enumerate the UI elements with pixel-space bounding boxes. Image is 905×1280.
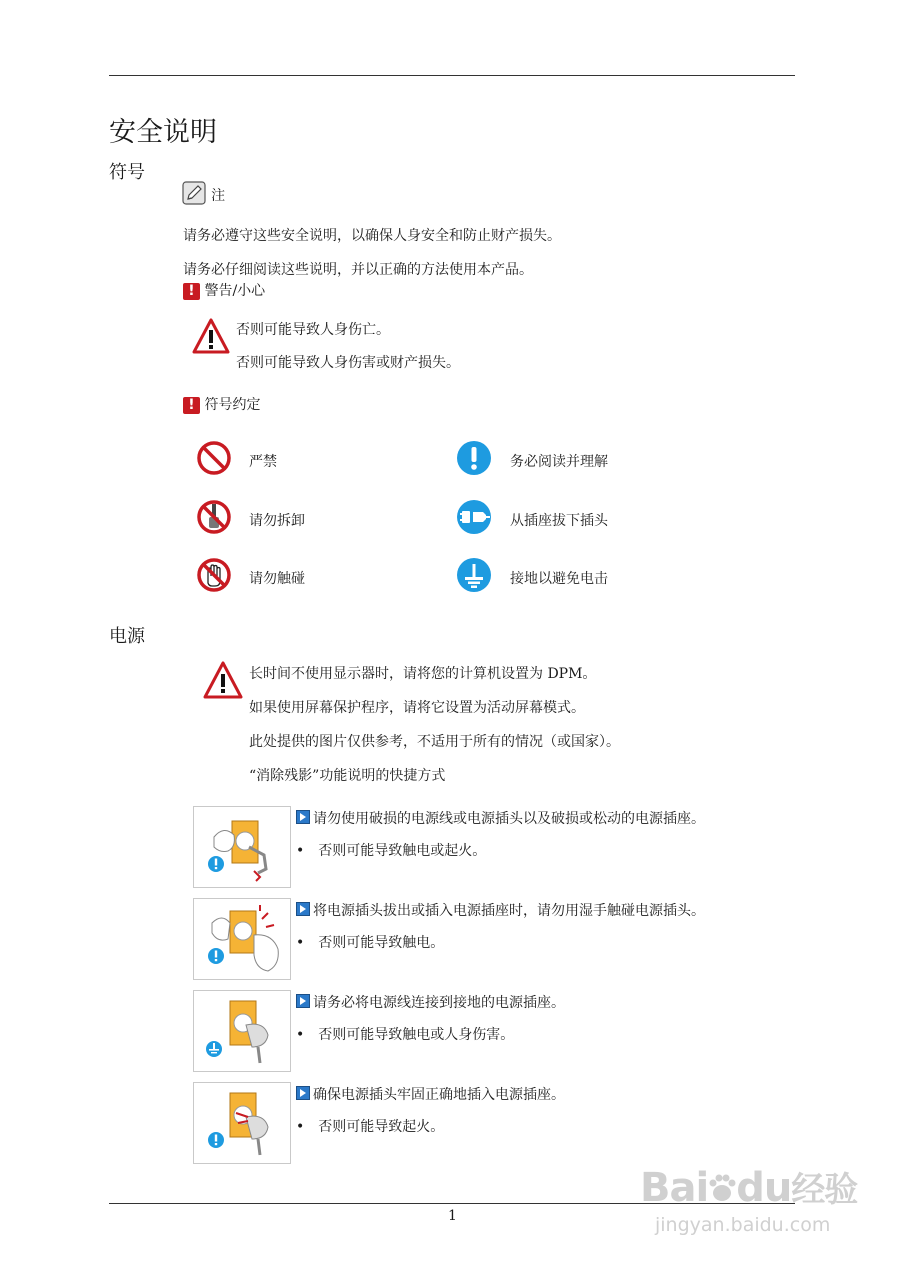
ground-icon — [456, 557, 492, 593]
note-pencil-icon — [182, 181, 206, 205]
must-read-icon — [456, 440, 492, 476]
blue-arrow-icon — [296, 810, 310, 824]
convention-label-ground: 接地以避免电击 — [510, 571, 608, 587]
convention-badge-icon: ! — [183, 397, 200, 414]
convention-label-no-disassemble: 请勿拆卸 — [249, 513, 305, 529]
do-not-touch-icon — [196, 557, 232, 593]
bullet-char: • — [296, 935, 305, 951]
power-item-4-bullet — [296, 1116, 444, 1136]
watermark-url: jingyan.baidu.com — [655, 1214, 831, 1236]
top-rule — [109, 75, 795, 76]
caution-triangle-icon — [192, 318, 230, 354]
warning-heading — [183, 280, 265, 300]
power-note-3: 此处提供的图片仅供参考，不适用于所有的情况（或国家）。 — [249, 734, 620, 750]
watermark-brand2: du — [736, 1165, 792, 1211]
illustration-damaged-cord — [193, 806, 291, 888]
watermark-logo — [640, 1162, 857, 1211]
power-item-1-title — [296, 808, 705, 828]
power-item-3-bullet — [296, 1024, 514, 1044]
power-item-2-title — [296, 900, 705, 920]
power-item-4-bullet-text: 否则可能导致起火。 — [318, 1119, 445, 1135]
power-note-1: 长时间不使用显示器时，请将您的计算机设置为 DPM。 — [249, 666, 597, 682]
blue-arrow-icon — [296, 902, 310, 916]
warning-badge-icon: ! — [183, 283, 200, 300]
convention-label-prohibited: 严禁 — [249, 454, 277, 470]
blue-arrow-icon — [296, 1086, 310, 1100]
bullet-char: • — [296, 843, 305, 859]
watermark-cn: 经验 — [791, 1170, 858, 1210]
power-note-4: “消除残影”功能说明的快捷方式 — [249, 768, 446, 784]
bullet-char: • — [296, 1119, 305, 1135]
illustration-grounded-outlet — [193, 990, 291, 1072]
convention-label: 符号约定 — [204, 397, 261, 413]
power-item-2-bullet — [296, 932, 444, 952]
power-item-4-title-text: 确保电源插头牢固正确地插入电源插座。 — [313, 1087, 565, 1103]
unplug-icon — [456, 499, 492, 535]
convention-label-must-read: 务必阅读并理解 — [510, 454, 608, 470]
prohibited-icon — [196, 440, 232, 476]
paw-icon — [708, 1173, 736, 1203]
power-item-1-bullet — [296, 840, 486, 860]
power-caution-triangle-icon — [203, 661, 243, 699]
do-not-disassemble-icon — [196, 499, 232, 535]
note-line-1: 请务必遵守这些安全说明，以确保人身安全和防止财产损失。 — [183, 228, 561, 244]
power-item-2-bullet-text: 否则可能导致触电。 — [318, 935, 445, 951]
blue-arrow-icon — [296, 994, 310, 1008]
note-line-2: 请务必仔细阅读这些说明，并以正确的方法使用本产品。 — [183, 262, 533, 278]
warning-line-2: 否则可能导致人身伤害或财产损失。 — [236, 355, 460, 371]
power-item-4-title — [296, 1084, 565, 1104]
power-item-3-title — [296, 992, 565, 1012]
bullet-char: • — [296, 1027, 305, 1043]
illustration-plug-inserted — [193, 1082, 291, 1164]
section-heading-symbols: 符号 — [109, 162, 145, 183]
power-item-3-bullet-text: 否则可能导致触电或人身伤害。 — [318, 1027, 515, 1043]
power-note-2: 如果使用屏幕保护程序，请将它设置为活动屏幕模式。 — [249, 700, 585, 716]
note-label: 注 — [211, 188, 226, 204]
note-block — [182, 181, 225, 210]
section-heading-power: 电源 — [109, 626, 145, 647]
warning-label: 警告/小心 — [204, 283, 266, 299]
page-number: 1 — [448, 1208, 457, 1224]
power-item-2-title-text: 将电源插头拔出或插入电源插座时，请勿用湿手触碰电源插头。 — [313, 903, 705, 919]
convention-heading — [183, 394, 260, 414]
convention-label-unplug: 从插座拔下插头 — [510, 513, 608, 529]
convention-label-no-touch: 请勿触碰 — [249, 571, 305, 587]
watermark-brand: Bai — [640, 1165, 709, 1211]
power-item-3-title-text: 请务必将电源线连接到接地的电源插座。 — [313, 995, 565, 1011]
power-item-1-title-text: 请勿使用破损的电源线或电源插头以及破损或松动的电源插座。 — [313, 811, 705, 827]
illustration-wet-hands — [193, 898, 291, 980]
page-title: 安全说明 — [109, 117, 217, 148]
warning-line-1: 否则可能导致人身伤亡。 — [236, 322, 390, 338]
power-item-1-bullet-text: 否则可能导致触电或起火。 — [318, 843, 487, 859]
